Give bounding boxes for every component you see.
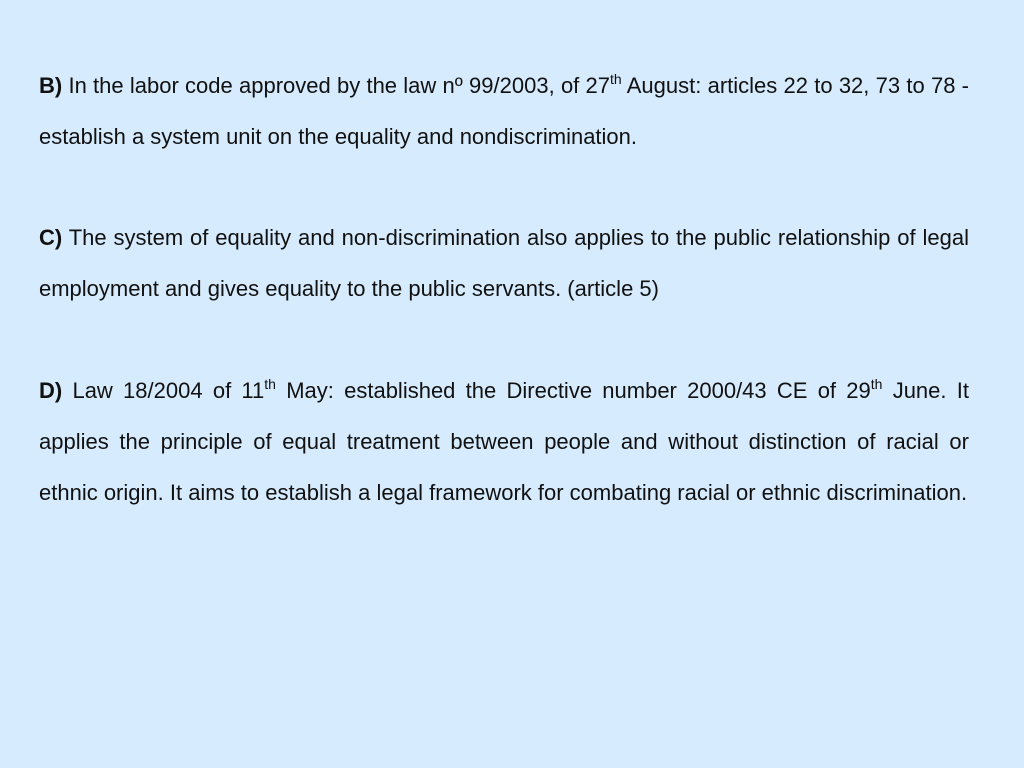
paragraph-d-superscript-2: th [870,376,883,392]
paragraph-b-text-1: In the labor code approved by the law nº 99/2003, of 27 [62,73,611,98]
paragraph-c-text-1: The system of equality and non-discrimination also applies to the public relationship of legal employment and gives equality to the public servants. (article 5) [39,225,969,301]
paragraph-d-superscript-1: th [264,376,276,392]
paragraph-b-label: B) [39,73,63,98]
paragraph-c [39,212,969,314]
paragraph-d [39,365,969,518]
paragraph-b-text-2: August: articles 22 to 32, 73 to 78 - establish a system unit on the equality and nondiscrimination. [39,73,969,149]
paragraph-b [39,60,969,162]
paragraph-d-text-1: Law 18/2004 of 11 [62,378,265,403]
paragraph-d-text-2: May: established the Directive number 2000/43 CE of 29 [275,378,871,403]
paragraph-d-label: D) [39,378,63,403]
paragraph-d-text-3: June. It applies the principle of equal treatment between people and without distinction of racial or ethnic origin. It aims to establish a legal framework for combating racial or ethnic discrimination. [39,378,969,505]
paragraph-b-superscript-1: th [610,71,622,87]
paragraph-c-label: C) [39,225,63,250]
